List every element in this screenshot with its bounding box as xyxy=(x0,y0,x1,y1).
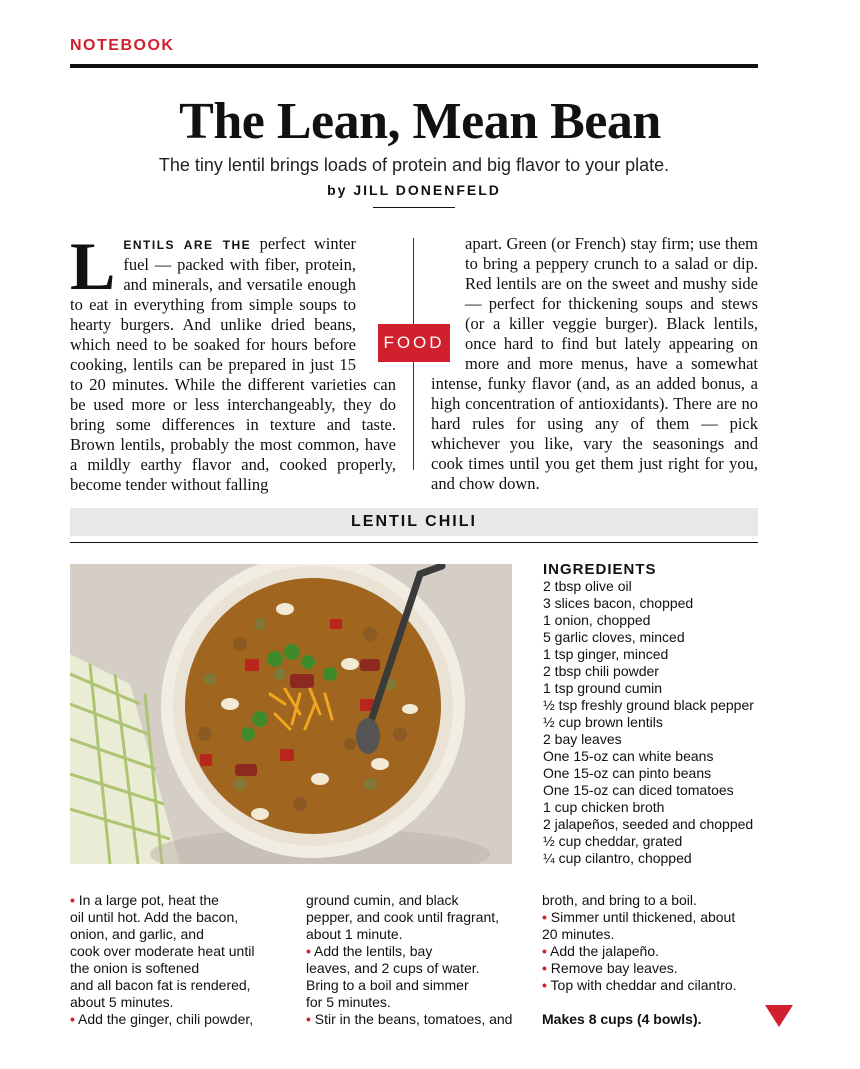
bullet-icon: • xyxy=(542,977,547,993)
direction-line xyxy=(70,1011,280,1028)
direction-text: Stir in the beans, tomatoes, and xyxy=(314,1011,513,1027)
bullet-icon: • xyxy=(542,943,547,959)
byline xyxy=(0,182,828,198)
article-column-2 xyxy=(431,234,758,494)
ingredient-item: 2 bay leaves xyxy=(543,731,622,747)
top-rule xyxy=(70,64,758,68)
direction-text: the onion is softened xyxy=(70,960,200,976)
section-label: NOTEBOOK xyxy=(70,37,175,54)
direction-text: cook over moderate heat until xyxy=(70,943,255,959)
ingredient-item: 1 cup chicken broth xyxy=(543,799,665,815)
direction-line xyxy=(306,1011,531,1028)
directions-column-2 xyxy=(306,892,531,1028)
direction-line xyxy=(306,960,531,977)
column-2-text: apart. Green (or French) stay firm; use them to bring a peppery crunch to a salad or dip. Red lentils are on the sweet and mushy side — perfect for thickening soups and stews (or a killer veggie burger). Black lentils, once hard to find but lately appearing on more and more menus, have a somewhat intense, funky flavor (and, as an added bonus, a high concentration of antioxidants). There are no hard rules for using any of them — pick whichever you like, vary the seasonings and cook times until you get them just right for you, and chow down. xyxy=(431,234,758,493)
bullet-icon: • xyxy=(70,1011,75,1027)
byline-rule xyxy=(373,207,455,208)
direction-line xyxy=(542,909,772,926)
direction-text: Add the lentils, bay xyxy=(314,943,433,959)
bullet-icon: • xyxy=(306,943,311,959)
direction-line xyxy=(70,960,280,977)
direction-text: about 5 minutes. xyxy=(70,994,174,1010)
direction-text: oil until hot. Add the bacon, xyxy=(70,909,239,925)
ingredient-item: ½ cup brown lentils xyxy=(543,714,663,730)
ingredient-item: ½ tsp freshly ground black pepper xyxy=(543,697,754,713)
ingredient-item: One 15-oz can pinto beans xyxy=(543,765,712,781)
ingredient-item: 2 tbsp chili powder xyxy=(543,663,659,679)
directions-column-3 xyxy=(542,892,772,994)
ingredient-item: 1 tsp ground cumin xyxy=(543,680,663,696)
direction-text: for 5 minutes. xyxy=(306,994,391,1010)
direction-text: onion, and garlic, and xyxy=(70,926,204,942)
food-tag: FOOD xyxy=(378,324,450,362)
direction-text: leaves, and 2 cups of water. xyxy=(306,960,480,976)
article-title: The Lean, Mean Bean xyxy=(179,93,661,150)
direction-text: and all bacon fat is rendered, xyxy=(70,977,251,993)
direction-line xyxy=(306,892,531,909)
direction-line xyxy=(542,977,772,994)
ingredient-item: 2 tbsp olive oil xyxy=(543,578,632,594)
bullet-icon: • xyxy=(542,960,547,976)
ingredient-item: 2 jalapeños, seeded and chopped xyxy=(543,816,754,832)
direction-line xyxy=(306,994,531,1011)
ingredient-item: One 15-oz can white beans xyxy=(543,748,714,764)
direction-text: about 1 minute. xyxy=(306,926,403,942)
direction-line xyxy=(70,943,280,960)
direction-line xyxy=(542,892,772,909)
direction-line xyxy=(542,943,772,960)
recipe-title: LENTIL CHILI xyxy=(70,508,758,536)
red-triangle-end-mark xyxy=(765,1005,793,1027)
author-name: JILL DONENFELD xyxy=(353,182,501,198)
ingredient-item: ¼ cup cilantro, chopped xyxy=(543,850,692,866)
ingredients-list xyxy=(543,561,843,867)
direction-text: 20 minutes. xyxy=(542,926,615,942)
ingredients-items xyxy=(543,578,843,867)
ingredient-item: ½ cup cheddar, grated xyxy=(543,833,683,849)
direction-line xyxy=(542,960,772,977)
direction-line xyxy=(306,943,531,960)
ingredient-item: 5 garlic cloves, minced xyxy=(543,629,685,645)
lentil-chili-bowl-photo xyxy=(70,564,512,864)
direction-line xyxy=(70,977,280,994)
direction-text: Remove bay leaves. xyxy=(550,960,678,976)
bullet-icon: • xyxy=(542,909,547,925)
direction-line xyxy=(306,977,531,994)
direction-text: In a large pot, heat the xyxy=(78,892,219,908)
article-column-1 xyxy=(70,228,396,495)
direction-text: broth, and bring to a boil. xyxy=(542,892,697,908)
drop-cap: L xyxy=(70,228,116,304)
ingredient-item: One 15-oz can diced tomatoes xyxy=(543,782,734,798)
lead-in: ENTILS ARE THE xyxy=(123,238,252,252)
direction-text: Top with cheddar and cilantro. xyxy=(550,977,737,993)
direction-line xyxy=(70,892,280,909)
direction-text: Add the jalapeño. xyxy=(550,943,660,959)
direction-line xyxy=(70,926,280,943)
direction-line xyxy=(70,994,280,1011)
direction-line xyxy=(70,909,280,926)
article-subtitle: The tiny lentil brings loads of protein and big flavor to your plate. xyxy=(158,155,670,175)
ingredients-heading: INGREDIENTS xyxy=(543,561,657,578)
direction-text: pepper, and cook until fragrant, xyxy=(306,909,500,925)
recipe-yield: Makes 8 cups (4 bowls). xyxy=(542,1011,702,1027)
byline-prefix: by xyxy=(327,182,348,198)
direction-line xyxy=(542,926,772,943)
direction-text: Add the ginger, chili powder, xyxy=(78,1011,254,1027)
direction-text: ground cumin, and black xyxy=(306,892,459,908)
column-1-text: perfect winter fuel — packed with fiber, protein, and minerals, and versatile enough to eat in everything from simple soups to hearty burgers. And unlike dried beans, which need to be soaked for hours before cooking, lentils can be prepared in just 15 to 20 minutes. While the different varieties can be used more or less interchangeably, they do bring some differences in texture and taste. Brown lentils, probably the most common, have a mildly earthy flavor and, cooked properly, become tender without falling xyxy=(70,234,396,494)
direction-line xyxy=(306,926,531,943)
recipe-rule xyxy=(70,542,758,543)
bullet-icon: • xyxy=(70,892,75,908)
direction-line xyxy=(306,909,531,926)
direction-text: Bring to a boil and simmer xyxy=(306,977,469,993)
ingredient-item: 1 onion, chopped xyxy=(543,612,651,628)
directions-column-1 xyxy=(70,892,280,1028)
ingredient-item: 1 tsp ginger, minced xyxy=(543,646,669,662)
direction-text: Simmer until thickened, about xyxy=(550,909,736,925)
bullet-icon: • xyxy=(306,1011,311,1027)
ingredient-item: 3 slices bacon, chopped xyxy=(543,595,694,611)
